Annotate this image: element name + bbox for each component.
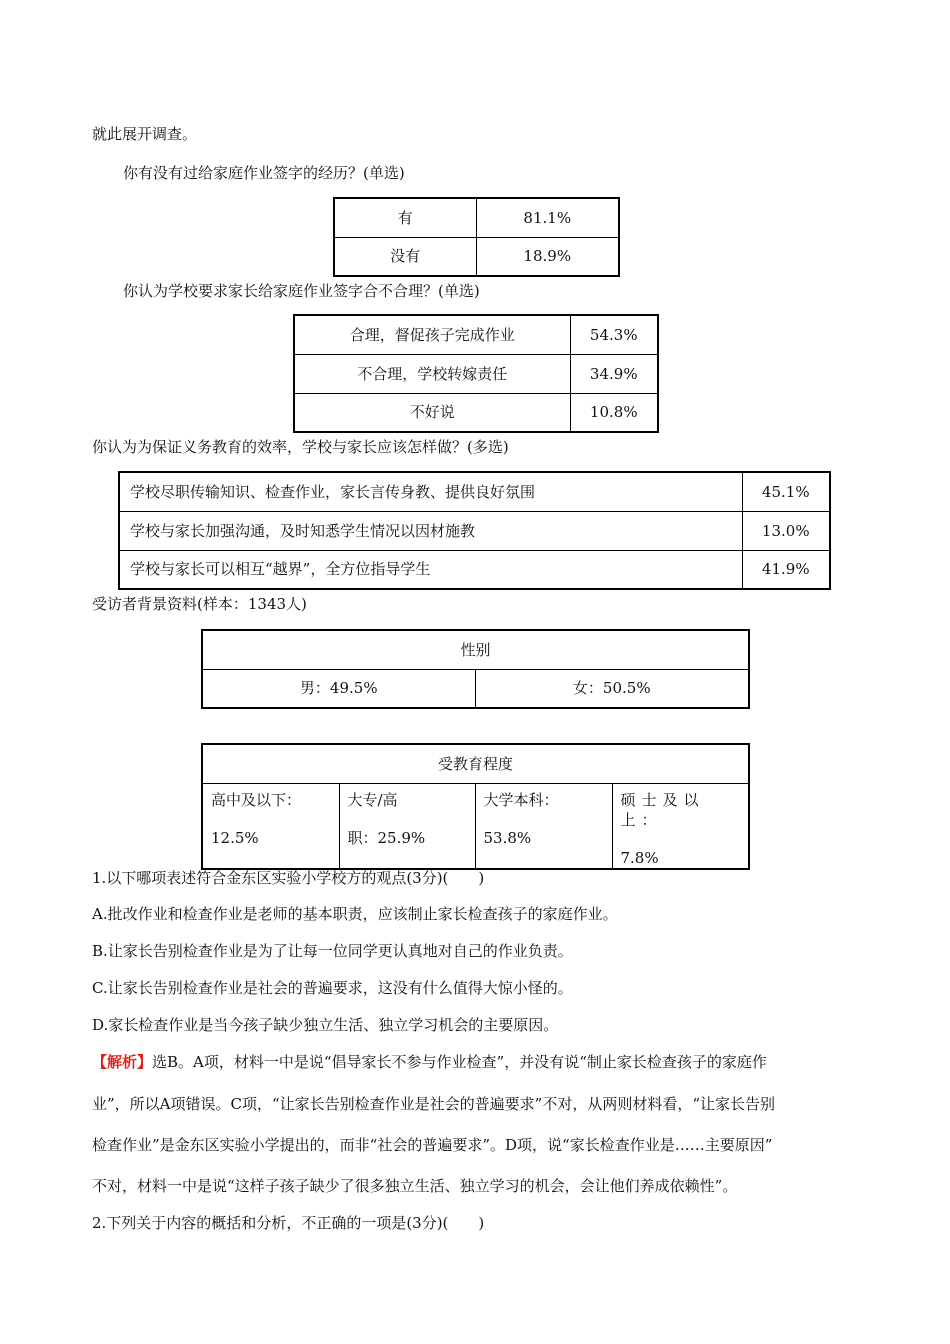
table-row [119,511,830,550]
education-header: 受教育程度 [202,744,749,783]
education-label: 大学本科： [483,790,559,809]
education-value: 7.8% [620,848,659,867]
survey-table-1 [333,197,620,277]
option-cell: 不合理，学校转嫁责任 [294,354,570,393]
value-cell: 13.0% [742,511,830,550]
analysis-line-4: 不对，材料一中是说“这样子孩子缺少了很多独立生活、独立学习的机会，会让他们养成依赖性”。 [92,1177,738,1195]
value-cell: 54.3% [570,315,658,354]
value-cell: 10.8% [570,393,658,432]
option-cell: 不好说 [294,393,570,432]
option-cell: 学校与家长可以相互“越界”，全方位指导学生 [119,550,742,589]
analysis-text: 选B。A项，材料一中是说“倡导家长不参与作业检查”，并没有说“制止家长检查孩子的家庭作 [152,1053,767,1071]
question-1-stem: 1.以下哪项表述符合金东区实验小学校方的观点(3分)( ) [92,869,485,887]
analysis-tag: 【解析】 [92,1053,153,1071]
value-cell: 18.9% [476,237,619,276]
value-cell: 45.1% [742,472,830,511]
question-1-option-a: A.批改作业和检查作业是老师的基本职责，应该制止家长检查孩子的家庭作业。 [92,905,618,923]
option-cell: 学校与家长加强沟通，及时知悉学生情况以因材施教 [119,511,742,550]
analysis-line-3: 检查作业”是金东区实验小学提出的，而非“社会的普遍要求”。D项，说“家长检查作业是……主要原因” [92,1136,773,1154]
education-label: 硕士及以上： [620,790,705,829]
education-value: 53.8% [483,828,532,847]
value-cell: 34.9% [570,354,658,393]
question-1-option-c: C.让家长告别检查作业是社会的普遍要求，这没有什么值得大惊小怪的。 [92,979,573,997]
question-1-option-b: B.让家长告别检查作业是为了让每一位同学更认真地对自己的作业负责。 [92,942,573,960]
education-label: 高中及以下： [211,790,302,809]
survey-question-1: 你有没有过给家庭作业签字的经历？(单选) [123,164,405,182]
table-row [119,550,830,589]
table-row [202,630,749,669]
survey-question-2: 你认为学校要求家长给家庭作业签字合不合理？(单选) [123,282,480,300]
gender-header: 性别 [202,630,749,669]
value-cell: 81.1% [476,198,619,237]
table-row [202,744,749,783]
option-cell: 没有 [334,237,476,276]
education-table [201,743,750,870]
table-row [334,237,619,276]
gender-female-cell: 女：50.5% [475,669,749,708]
education-value: 职：25.9% [347,828,426,847]
gender-male-cell: 男：49.5% [202,669,475,708]
education-value: 12.5% [211,828,259,847]
question-1-option-d: D.家长检查作业是当今孩子缺少独立生活、独立学习机会的主要原因。 [92,1016,559,1034]
table-row [294,315,658,354]
survey-table-3 [118,471,831,590]
table-row [202,669,749,708]
intro-line: 就此展开调查。 [92,125,198,143]
question-2-stem: 2.下列关于内容的概括和分析，不正确的一项是(3分)( ) [92,1214,485,1232]
education-label: 大专/高 [347,790,398,809]
option-cell: 学校尽职传输知识、检查作业，家长言传身教、提供良好氛围 [119,472,742,511]
education-cell [475,783,612,869]
survey-question-3: 你认为为保证义务教育的效率，学校与家长应该怎样做？(多选) [92,438,509,456]
table-row [294,393,658,432]
education-cell [612,783,749,869]
survey-table-2 [293,314,659,433]
value-cell: 41.9% [742,550,830,589]
background-title: 受访者背景资料(样本：1343人) [92,595,307,613]
table-row [294,354,658,393]
option-cell: 有 [334,198,476,237]
option-cell: 合理，督促孩子完成作业 [294,315,570,354]
analysis-line-1 [92,1052,767,1072]
analysis-line-2: 业”，所以A项错误。C项，“让家长告别检查作业是社会的普遍要求”不对，从两则材料看，“让家长告别 [92,1095,775,1113]
gender-table [201,629,750,709]
table-row [334,198,619,237]
education-cell [202,783,339,869]
table-row [202,783,749,869]
education-cell [339,783,475,869]
table-row [119,472,830,511]
